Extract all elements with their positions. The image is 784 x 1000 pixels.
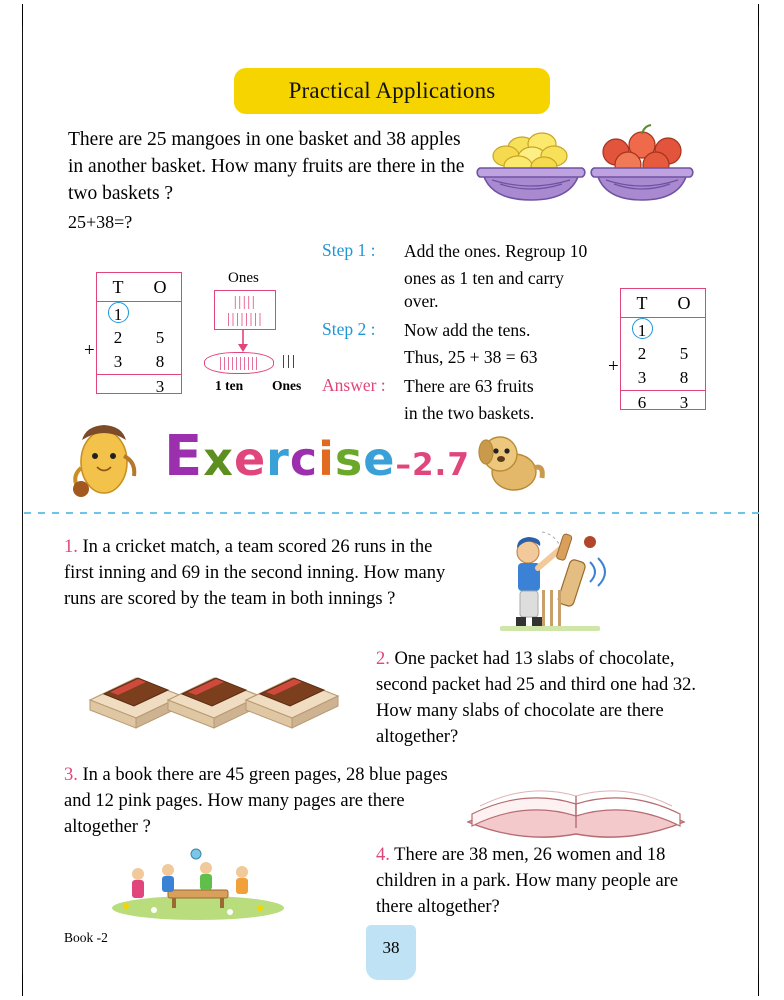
exercise-letter-5: c [289, 432, 319, 486]
step-2-cont: Thus, 25 + 38 = 63 [404, 347, 538, 367]
open-book-illustration [462, 756, 694, 848]
crop-mark-bottom-right [758, 974, 759, 996]
ten-bundle: |||||||||| [204, 352, 274, 374]
table-right-head-ones: O [677, 293, 691, 313]
park-scene-illustration [110, 846, 286, 920]
question-1 [64, 534, 454, 612]
mascot-egg-character [64, 410, 148, 502]
exercise-letter-1: E [164, 424, 204, 489]
answer-value: There are 63 fruits [404, 376, 534, 396]
exercise-letter-7: s [334, 432, 364, 486]
question-4 [376, 842, 706, 920]
table-right-row-1 [621, 342, 705, 366]
step-2-value: Now add the tens. [404, 320, 531, 340]
section-divider [24, 512, 760, 514]
question-2-text: One packet had 13 slabs of chocolate, second packet had 25 and third one had 32. How many slabs of chocolate are there altogether? [376, 649, 697, 747]
answer-cont: in the two baskets. [404, 403, 535, 423]
mascot-dog [474, 428, 548, 494]
book-label: Book -2 [64, 930, 108, 945]
question-2 [376, 646, 706, 750]
carry-digit-left: 1 [108, 302, 129, 323]
table-left-sum-tens [97, 375, 139, 400]
table-right-sum-row [621, 390, 705, 416]
regroup-arrow [228, 330, 258, 354]
place-value-table-right [620, 288, 706, 410]
plus-sign-left: + [84, 340, 95, 361]
table-left-r2-tens: 3 [113, 352, 123, 371]
table-left-r1-ones: 5 [155, 328, 165, 347]
page-frame-right [758, 26, 759, 974]
tally-row-1: ||||| [233, 294, 257, 310]
table-left-carry-cell [97, 302, 139, 326]
exercise-letter-6: i [318, 432, 335, 486]
tally-row-2: |||||||| [226, 311, 264, 327]
table-right-header [621, 289, 705, 318]
page-number: 38 [382, 938, 400, 957]
intro-paragraph: There are 25 mangoes in one basket and 38 apples in another basket. How many fruits are there in the two baskets ? [68, 129, 465, 204]
table-left-carry-row [97, 302, 181, 326]
place-value-table-left [96, 272, 182, 394]
exercise-letter-4: r [266, 432, 290, 486]
step-2-row [322, 319, 592, 342]
question-1-text: In a cricket match, a team scored 26 runs in the first inning and 69 in the second inning. How many runs are scored by the team in both innings ? [64, 537, 446, 609]
table-left-head-tens: T [112, 277, 124, 297]
exercise-title [164, 424, 470, 489]
step-1-key: Step 1 : [322, 240, 376, 260]
question-4-text: There are 38 men, 26 women and 18 children in a park. How many people are there altogether? [376, 845, 679, 917]
table-left-sum-row [97, 374, 181, 400]
table-right-sum-tens: 6 [637, 393, 647, 412]
label-ones-bottom: Ones [272, 378, 302, 393]
ones-tally-box [214, 290, 276, 330]
table-left-row-1 [97, 326, 181, 350]
table-right-head-tens: T [636, 293, 648, 313]
exercise-header [64, 410, 584, 505]
page-frame-left [22, 26, 23, 974]
table-right-r2-ones: 8 [679, 368, 689, 387]
exercise-letter-8: e [363, 432, 396, 486]
table-left-head-ones: O [153, 277, 167, 297]
table-left-r2-ones: 8 [155, 352, 165, 371]
section-banner [234, 68, 550, 114]
label-one-ten: 1 ten [215, 378, 244, 393]
exercise-letter-3: e [233, 432, 267, 486]
table-right-row-2 [621, 366, 705, 390]
crop-mark-bottom-left [22, 974, 23, 996]
table-right-carry-row [621, 318, 705, 342]
ones-label-top: Ones [228, 270, 259, 286]
table-left-row-2 [97, 350, 181, 374]
question-3 [64, 762, 454, 840]
page-number-tab [366, 925, 416, 980]
cricket-player-illustration [480, 530, 620, 640]
exercise-letter-2: x [203, 432, 234, 486]
plus-sign-right: + [608, 356, 619, 377]
steps-block [322, 240, 592, 425]
answer-row [322, 375, 592, 398]
table-right-carry-ones [663, 318, 705, 342]
step-1-row [322, 240, 592, 263]
table-right-r1-ones: 5 [679, 344, 689, 363]
table-left-header [97, 273, 181, 302]
answer-key: Answer : [322, 375, 386, 395]
intro-equation: 25+38=? [68, 212, 133, 232]
table-right-sum-ones: 3 [679, 393, 689, 412]
question-2-number: 2. [376, 649, 390, 669]
table-left-sum-ones: 3 [155, 377, 165, 396]
table-right-carry-cell [621, 318, 663, 342]
loose-ones: ||| [282, 353, 298, 369]
carry-digit-right: 1 [632, 318, 653, 339]
question-3-text: In a book there are 45 green pages, 28 blue pages and 12 pink pages. How many pages are there altogether ? [64, 765, 448, 837]
table-left-r1-tens: 2 [113, 328, 123, 347]
section-title: Practical Applications [288, 78, 496, 103]
table-right-r1-tens: 2 [637, 344, 647, 363]
crop-mark-top-left [22, 4, 23, 26]
chocolate-slabs-illustration [84, 660, 344, 740]
crop-mark-top-right [758, 4, 759, 26]
question-3-number: 3. [64, 765, 78, 785]
step-1-cont: ones as 1 ten and carry over. [404, 268, 564, 311]
question-4-number: 4. [376, 845, 390, 865]
table-left-carry-ones [139, 302, 181, 326]
fruit-baskets-illustration [466, 118, 720, 210]
exercise-number: –2.7 [395, 447, 470, 483]
step-1-value: Add the ones. Regroup 10 [404, 241, 588, 261]
table-right-r2-tens: 3 [637, 368, 647, 387]
question-1-number: 1. [64, 537, 78, 557]
step-2-key: Step 2 : [322, 319, 376, 339]
